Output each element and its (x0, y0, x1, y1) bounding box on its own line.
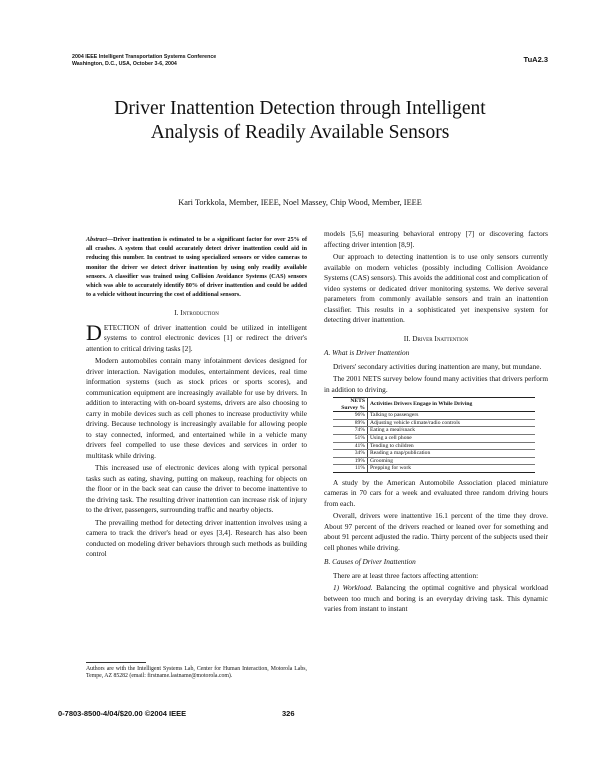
right-paragraph-1: models [5,6] measuring behavioral entropy [7] or discovering factors affecting driver intention [8,9]. (324, 229, 548, 249)
table-row (333, 419, 535, 427)
table-cell-percent: 34% (333, 450, 368, 458)
table-row (333, 450, 535, 458)
section-heading-driver-inattention: II. Driver Inattention (403, 333, 469, 343)
page-number: 326 (282, 709, 295, 718)
abstract (86, 236, 307, 300)
conference-location: Washington, D.C., USA, October 3-6, 2004 (72, 61, 177, 67)
table-cell-activity: Talking to passengers (368, 412, 536, 420)
table-row (333, 427, 535, 435)
author-affiliation-footnote: Authors are with the Intelligent Systems Lab, Center for Human Interaction, Motorola Labs, Tempe, AZ 85282 (email: firstname.lastname@motorola.com). (86, 666, 307, 680)
abstract-lead: Abstract (86, 237, 107, 243)
footnote-rule (86, 662, 146, 663)
intro-paragraph-1-text: ETECTION of driver inattention could be utilized in intelligent systems to control electronic devices [1] or redirect the driver's attention to critical driving tasks [2]. (86, 322, 307, 353)
title-line-2: Analysis of Readily Available Sensors (150, 122, 450, 143)
conference-header (72, 54, 216, 68)
conference-name: 2004 IEEE Intelligent Transportation Systems Conference (72, 54, 217, 60)
intro-paragraph-4: The prevailing method for detecting driver inattention involves using a camera to track the driver's head or eyes [3,4]. Research has also been conducted on modeling driver behaviors through such methods as building control (86, 517, 307, 559)
subsection-heading-b: B. Causes of Driver Inattention (324, 557, 416, 567)
table-cell-activity: Prepping for work (368, 465, 536, 473)
nets-survey-table (333, 397, 535, 473)
table-row (333, 442, 535, 450)
intro-paragraph-1 (86, 319, 307, 355)
right-paragraph-4: The 2001 NETS survey below found many activities that drivers perform in addition to driving. (324, 374, 548, 394)
right-paragraph-3: Drivers' secondary activities during inattention are many, but mundane. (333, 361, 542, 371)
table-cell-percent: 96% (333, 412, 368, 420)
right-paragraph-8 (324, 583, 548, 615)
table-row (333, 412, 535, 420)
table-cell-activity: Grooming (368, 457, 536, 465)
table-header-row (333, 398, 535, 412)
table-cell-activity: Using a cell phone (368, 434, 536, 442)
right-paragraph-6: Overall, drivers were inattentive 16.1 percent of the time they drove. About 97 percent of the drivers reached or leaned over for something and about 91 percent adjusted the radio. Thirty percent of the subjects used their cell phones while driving. (324, 511, 548, 552)
intro-paragraph-3: This increased use of electronic devices along with typical personal tasks such as eating, shaving, putting on makeup, reaching for objects on the floor or in the back seat can cause the driver to become inattentive to the driving task. The resulting driver inattention can increase risk of injury to the driver, passengers, surrounding traffic and nearby objects. (86, 463, 307, 515)
right-paragraph-7: There are at least three factors affecting attention: (333, 570, 479, 580)
table-header-percent: NETS Survey % (333, 398, 368, 412)
table-header-activity: Activities Drivers Engage in While Driving (368, 398, 536, 412)
table-cell-percent: 19% (333, 457, 368, 465)
right-paragraph-5: A study by the American Automobile Association placed miniature cameras in 70 cars for a week and evaluated three random driving hours from each. (324, 477, 548, 508)
session-code: TuA2.3 (523, 55, 548, 64)
table-cell-percent: 89% (333, 419, 368, 427)
title-line-1: Driver Inattention Detection through Intelligent (114, 98, 486, 119)
author-list: Kari Torkkola, Member, IEEE, Noel Massey, Chip Wood, Member, IEEE (178, 198, 422, 207)
table-row (333, 465, 535, 473)
paper-title (50, 97, 550, 145)
drop-cap: D (86, 319, 102, 345)
abstract-body: —Driver inattention is estimated to be a significant factor for over 25% of all crashes. A system that could accurately detect driver inattention could aid in reducing this number. In contrast to using specialized sensors or video cameras to monitor the driver we detect driver inattention by using only readily available sensors. A classifier was trained using Collision Avoidance Systems (CAS) sensors which was able to accurately identify 80% of driver inattention and could be added to a vehicle without incurring the cost of additional sensors. (86, 237, 307, 299)
table-cell-percent: 41% (333, 442, 368, 450)
section-heading-introduction: I. Introduction (174, 308, 219, 318)
workload-label: 1) Workload. (333, 583, 373, 593)
table-cell-percent: 51% (333, 434, 368, 442)
table-row (333, 434, 535, 442)
right-column (324, 229, 548, 617)
right-paragraph-2: Our approach to detecting inattention is to use only sensors currently available on modern vehicles (possibly including Collision Avoidance Systems (CAS) sensors). This avoids the additional cost and complication of video systems or dedicated driver monitoring systems. We derive several parameters from commonly available sensors and train an inattention classifier. This results in a sophisticated yet inexpensive system for detecting driver inattention. (324, 252, 548, 324)
intro-paragraph-2: Modern automobiles contain many infotainment devices designed for driver interaction. Navigation modules, entertainment devices, real time information systems (such as stock prices or sports scores), and communication equipment are increasingly available for use by drivers. In addition to interacting with on-board systems, drivers are also choosing to carry in mobile devices such as cell phones to increase productivity while driving. Because technology is increasingly available for allowing people to stay connected, informed, and entertained while in a vehicle many drivers feel compelled to use these devices and services in order to multitask while driving. (86, 356, 307, 460)
workload-text: Balancing the optimal cognitive and physical workload between too much and boring is an everyday driving task. This dynamic varies from instant to instant (324, 583, 548, 614)
table-cell-activity: Eating a meal/snack (368, 427, 536, 435)
left-column (86, 236, 307, 562)
isbn-copyright: 0-7803-8500-4/04/$20.00 ©2004 IEEE (58, 709, 187, 718)
table-cell-activity: Adjusting vehicle climate/radio controls (368, 419, 536, 427)
table-cell-activity: Reading a map/publication (368, 450, 536, 458)
table-cell-percent: 11% (333, 465, 368, 473)
subsection-heading-a: A. What is Driver Inattention (324, 348, 410, 357)
table-cell-percent: 74% (333, 427, 368, 435)
table-row (333, 457, 535, 465)
table-cell-activity: Tending to children (368, 442, 536, 450)
